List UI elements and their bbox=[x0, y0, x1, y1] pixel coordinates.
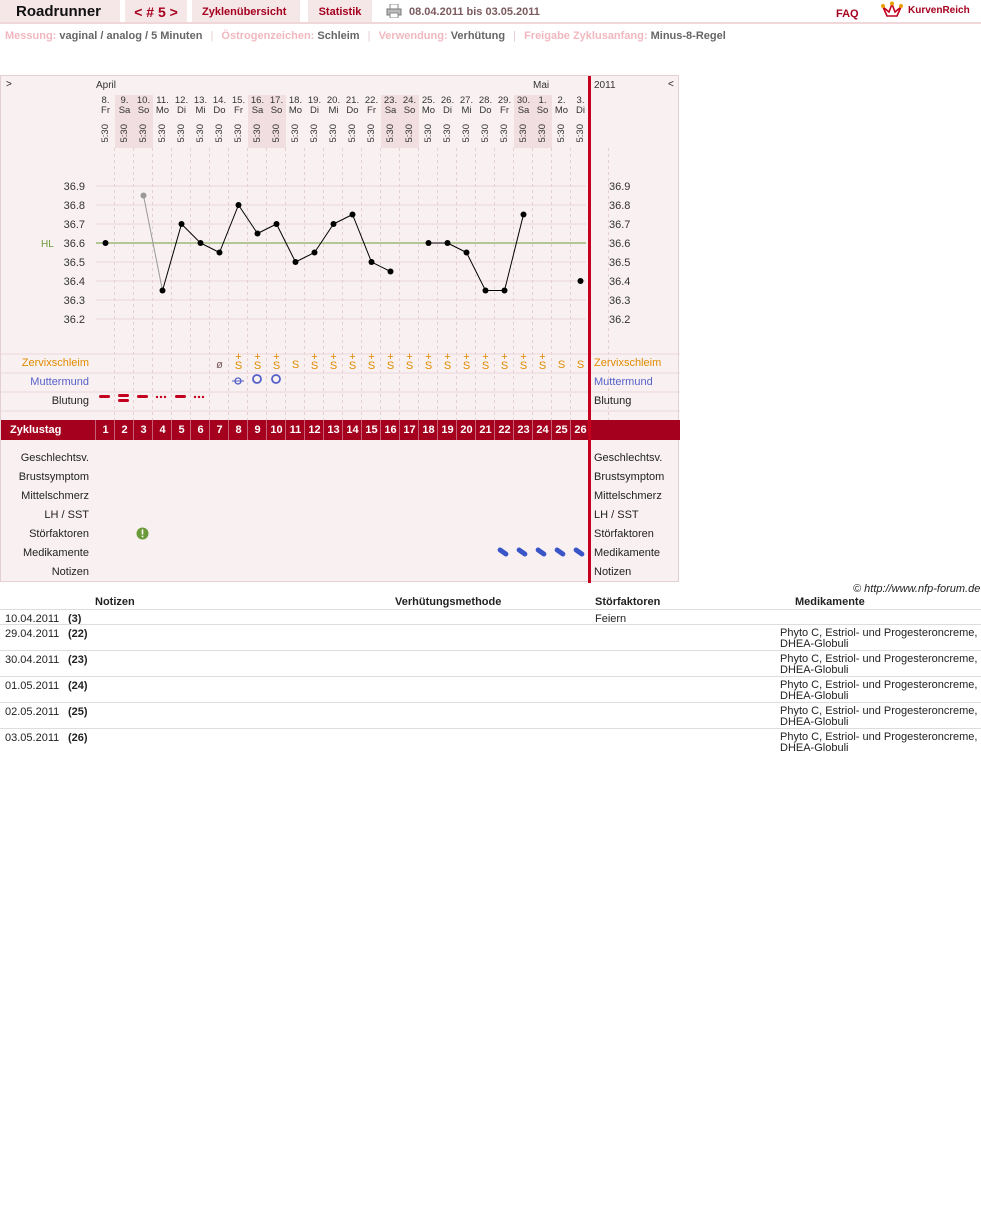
messung-label: Messung: bbox=[5, 30, 57, 42]
cycle-day-number: 11 bbox=[289, 424, 302, 436]
mittel-label-right: Mittelschmerz bbox=[594, 490, 662, 502]
row-cycle-day: (25) bbox=[68, 706, 88, 718]
cycle-day-number: 13 bbox=[327, 424, 340, 436]
oestrogen-label: Östrogenzeichen: bbox=[221, 30, 315, 42]
y-tick-label: 36.3 bbox=[63, 295, 85, 307]
zervix-mark: S bbox=[557, 359, 566, 371]
nav-next-button[interactable]: < bbox=[668, 79, 674, 90]
print-icon[interactable] bbox=[386, 4, 402, 18]
day-header[interactable]: 11. Mo 5:30 bbox=[155, 95, 170, 143]
day-header[interactable]: 27. Mi 5:30 bbox=[459, 95, 474, 143]
cycle-day-number: 18 bbox=[422, 424, 435, 436]
day-header[interactable]: 25. Mo 5:30 bbox=[421, 95, 436, 143]
y-tick-label: 36.6 bbox=[63, 238, 85, 250]
table-row bbox=[0, 676, 981, 702]
day-header[interactable]: 1. So 5:30 bbox=[536, 95, 549, 143]
temp-point bbox=[293, 259, 299, 265]
row-medi: Phyto C, Estriol- und Progesteroncreme, DHEA-Globuli bbox=[780, 705, 978, 728]
blutung-marks bbox=[1, 390, 680, 404]
y-tick-label: 36.4 bbox=[63, 276, 85, 288]
temp-point bbox=[312, 250, 318, 256]
row-medi: Phyto C, Estriol- und Progesteroncreme, DHEA-Globuli bbox=[780, 653, 978, 676]
row-medi: Phyto C, Estriol- und Progesteroncreme, DHEA-Globuli bbox=[780, 731, 978, 754]
y-tick-label-right: 36.9 bbox=[609, 181, 631, 193]
temp-point bbox=[445, 240, 451, 246]
cycle-day-number: 22 bbox=[498, 424, 511, 436]
cycle-day-number: 15 bbox=[365, 424, 378, 436]
temp-segment bbox=[296, 253, 315, 263]
zervix-mark: + S bbox=[253, 351, 262, 372]
zervix-mark: + S bbox=[481, 351, 490, 372]
zervix-mark: ø bbox=[216, 359, 223, 371]
day-header[interactable]: 8. Fr 5:30 bbox=[100, 95, 111, 143]
muttermund-marks bbox=[1, 373, 680, 387]
month-mai: Mai bbox=[533, 80, 550, 91]
cycle-day-number: 8 bbox=[235, 424, 242, 436]
cycle-day-number: 2 bbox=[121, 424, 128, 436]
temp-point bbox=[483, 288, 489, 294]
day-header[interactable]: 13. Mi 5:30 bbox=[193, 95, 208, 143]
zervix-mark: S bbox=[291, 359, 300, 371]
temp-point bbox=[236, 202, 242, 208]
crown-logo-icon[interactable] bbox=[880, 1, 904, 21]
temp-point bbox=[578, 278, 584, 284]
day-header[interactable]: 22. Fr 5:30 bbox=[364, 95, 379, 143]
cycle-day-number: 16 bbox=[384, 424, 397, 436]
zervix-mark: + S bbox=[443, 351, 452, 372]
cycle-day-number: 24 bbox=[536, 424, 549, 436]
lh-label: LH / SST bbox=[44, 509, 89, 521]
logo-text[interactable]: KurvenReich bbox=[908, 5, 970, 16]
brust-label: Brustsymptom bbox=[18, 471, 89, 483]
cycle-day-number: 9 bbox=[254, 424, 261, 436]
blutung-label-right: Blutung bbox=[594, 395, 632, 407]
temp-point bbox=[255, 231, 261, 237]
cycle-day-number: 5 bbox=[178, 424, 185, 436]
row-cycle-day: (23) bbox=[68, 654, 88, 666]
table-row bbox=[0, 728, 981, 754]
medi-label: Medikamente bbox=[22, 547, 89, 559]
faq-link[interactable]: FAQ bbox=[836, 8, 859, 20]
cycle-day-number: 26 bbox=[574, 424, 587, 436]
col-stoer: Störfaktoren bbox=[595, 596, 661, 608]
zervix-mark: + S bbox=[329, 351, 338, 372]
table-row bbox=[0, 624, 981, 650]
y-tick-label-right: 36.3 bbox=[609, 295, 631, 307]
day-header[interactable]: 20. Mi 5:30 bbox=[326, 95, 341, 143]
row-cycle-day: (22) bbox=[68, 628, 88, 640]
day-header[interactable]: 17. So 5:30 bbox=[269, 95, 284, 143]
zervix-mark: + S bbox=[348, 351, 357, 372]
cycle-day-number: 6 bbox=[197, 424, 204, 436]
cycle-day-row bbox=[1, 420, 680, 440]
temp-point bbox=[217, 250, 223, 256]
y-tick-label-right: 36.4 bbox=[609, 276, 631, 288]
cycle-day-number: 19 bbox=[441, 424, 454, 436]
verwendung-label: Verwendung: bbox=[378, 30, 448, 42]
temp-point bbox=[350, 212, 356, 218]
zervix-mark: + S bbox=[272, 351, 281, 372]
table-row bbox=[0, 650, 981, 676]
cycle-day-number: 12 bbox=[308, 424, 321, 436]
mittel-label: Mittelschmerz bbox=[21, 490, 89, 502]
row-medi: Phyto C, Estriol- und Progesteroncreme, DHEA-Globuli bbox=[780, 679, 978, 702]
y-tick-label: 36.8 bbox=[63, 200, 85, 212]
zervix-label-right: Zervixschleim bbox=[594, 357, 662, 369]
y-tick-label: 36.7 bbox=[63, 219, 85, 231]
col-notizen: Notizen bbox=[95, 596, 135, 608]
table-row bbox=[0, 609, 981, 624]
cycle-day-number: 21 bbox=[479, 424, 492, 436]
table-row bbox=[0, 702, 981, 728]
cycle-day-number: 17 bbox=[403, 424, 416, 436]
day-header[interactable]: 23. Sa 5:30 bbox=[383, 95, 398, 143]
geschlechtsv-label: Geschlechtsv. bbox=[20, 452, 89, 464]
y-tick-label-right: 36.2 bbox=[609, 314, 631, 326]
row-cycle-day: (26) bbox=[68, 732, 88, 744]
temp-point bbox=[369, 259, 375, 265]
cycle-day-number: 25 bbox=[555, 424, 568, 436]
y-tick-label: 36.2 bbox=[63, 314, 85, 326]
nav-prev-button[interactable]: > bbox=[6, 79, 12, 90]
day-header[interactable]: 2. Mo 5:30 bbox=[554, 95, 569, 143]
day-header[interactable]: 28. Do 5:30 bbox=[478, 95, 493, 143]
zervix-mark: + S bbox=[386, 351, 395, 372]
temp-point bbox=[426, 240, 432, 246]
cycle-day-number: 3 bbox=[140, 424, 147, 436]
statistics-tab[interactable]: Statistik bbox=[308, 0, 372, 22]
day-header[interactable]: 21. Do 5:30 bbox=[345, 95, 360, 143]
cycle-day-number: 4 bbox=[159, 424, 166, 436]
notizen-label: Notizen bbox=[51, 566, 89, 578]
row-stoer: Feiern bbox=[595, 613, 627, 625]
day-header[interactable]: 24. So 5:30 bbox=[402, 95, 417, 143]
row-date: 10.04.2011 bbox=[5, 613, 60, 625]
top-bar bbox=[0, 0, 981, 24]
y-tick-label-right: 36.8 bbox=[609, 200, 631, 212]
cycle-overview-tab[interactable]: Zyklenübersicht bbox=[192, 0, 300, 22]
muttermund-label-right: Muttermund bbox=[594, 376, 653, 388]
hl-label: HL bbox=[41, 239, 54, 250]
temperature-chart bbox=[0, 75, 679, 582]
day-header[interactable]: 9. Sa 5:30 bbox=[118, 95, 131, 143]
col-verhuetung: Verhütungsmethode bbox=[395, 596, 502, 608]
temp-point bbox=[502, 288, 508, 294]
temp-point bbox=[179, 221, 185, 227]
temp-point bbox=[198, 240, 204, 246]
temp-point bbox=[521, 212, 527, 218]
brust-label-right: Brustsymptom bbox=[594, 471, 665, 483]
day-header[interactable]: 26. Di 5:30 bbox=[440, 95, 455, 143]
medi-label-right: Medikamente bbox=[594, 547, 661, 559]
notizen-label-right: Notizen bbox=[594, 566, 632, 578]
zervix-mark: + S bbox=[538, 351, 547, 372]
day-header[interactable]: 10. So 5:30 bbox=[136, 95, 151, 143]
temp-point bbox=[388, 269, 394, 275]
cycle-day-number: 10 bbox=[270, 424, 283, 436]
freigabe-value: Minus-8-Regel bbox=[650, 30, 726, 42]
col-medi: Medikamente bbox=[795, 596, 865, 608]
geschlechtsv-label-right: Geschlechtsv. bbox=[594, 452, 663, 464]
stoer-label: Störfaktoren bbox=[29, 528, 89, 540]
day-header[interactable]: 14. Do 5:30 bbox=[212, 95, 227, 143]
day-header[interactable]: 15. Fr 5:30 bbox=[231, 95, 246, 143]
cycle-settings: Messung: vaginal / analog / 5 Minuten | Östrogenzeichen: Schleim | Verwendung: Verhütung | Freigabe Zyklusanfang: Minus-8-Regel bbox=[5, 30, 726, 42]
row-date: 30.04.2011 bbox=[5, 654, 60, 666]
row-date: 02.05.2011 bbox=[5, 706, 60, 718]
y-tick-label: 36.5 bbox=[63, 257, 85, 269]
cycle-day-label: Zyklustag bbox=[10, 424, 62, 436]
lh-label-right: LH / SST bbox=[594, 509, 639, 521]
zervix-mark: + S bbox=[519, 351, 528, 372]
year-label: 2011 bbox=[594, 80, 616, 91]
y-tick-label-right: 36.5 bbox=[609, 257, 631, 269]
row-date: 29.04.2011 bbox=[5, 628, 60, 640]
y-tick-label-right: 36.6 bbox=[609, 238, 631, 250]
zervix-mark: + S bbox=[234, 351, 243, 372]
cycle-day-number: 7 bbox=[216, 424, 223, 436]
row-medi: Phyto C, Estriol- und Progesteroncreme, DHEA-Globuli bbox=[780, 627, 978, 650]
cycle-day-number: 1 bbox=[102, 424, 109, 436]
temp-point bbox=[274, 221, 280, 227]
month-april: April bbox=[96, 80, 117, 91]
row-date: 01.05.2011 bbox=[5, 680, 60, 692]
day-header[interactable]: 18. Mo 5:30 bbox=[288, 95, 303, 143]
messung-value: vaginal / analog / 5 Minuten bbox=[59, 30, 203, 42]
pill-icons bbox=[1, 545, 680, 559]
cycle-end-marker bbox=[588, 76, 591, 583]
zervix-mark: + S bbox=[462, 351, 471, 372]
zervix-mark: + S bbox=[405, 351, 414, 372]
verwendung-value: Verhütung bbox=[450, 30, 506, 42]
day-header[interactable]: 30. Sa 5:30 bbox=[516, 95, 531, 143]
y-tick-label: 36.9 bbox=[63, 181, 85, 193]
user-name-tab[interactable]: Roadrunner bbox=[0, 0, 120, 22]
day-header[interactable]: 19. Di 5:30 bbox=[307, 95, 322, 143]
credit-text: © http://www.nfp-forum.de bbox=[853, 583, 981, 595]
day-header[interactable]: 16. Sa 5:30 bbox=[250, 95, 265, 143]
row-date: 03.05.2011 bbox=[5, 732, 60, 744]
temp-point bbox=[103, 240, 109, 246]
temp-segment bbox=[505, 215, 524, 291]
row-cycle-day: (3) bbox=[68, 613, 82, 625]
freigabe-label: Freigabe Zyklusanfang: bbox=[524, 30, 648, 42]
zervix-mark: S bbox=[576, 359, 585, 371]
day-header[interactable]: 29. Fr 5:30 bbox=[497, 95, 512, 143]
cycle-nav-tab[interactable]: < # 5 > bbox=[125, 0, 187, 22]
muttermund-label: Muttermund bbox=[30, 376, 89, 388]
cycle-day-number: 23 bbox=[517, 424, 530, 436]
temp-point bbox=[464, 250, 470, 256]
y-tick-label-right: 36.7 bbox=[609, 219, 631, 231]
day-header[interactable]: 12. Di 5:30 bbox=[174, 95, 189, 143]
blutung-label: Blutung bbox=[51, 395, 89, 407]
temp-point bbox=[331, 221, 337, 227]
oestrogen-value: Schleim bbox=[317, 30, 360, 42]
zervix-mark: + S bbox=[424, 351, 433, 372]
row-cycle-day: (24) bbox=[68, 680, 88, 692]
alert-icon[interactable] bbox=[136, 527, 149, 540]
cycle-day-number: 14 bbox=[346, 424, 359, 436]
date-range: 08.04.2011 bis 03.05.2011 bbox=[409, 6, 540, 18]
zervix-label: Zervixschleim bbox=[21, 357, 89, 369]
zervix-mark: + S bbox=[310, 351, 319, 372]
temp-point bbox=[141, 193, 147, 199]
cycle-day-number: 20 bbox=[460, 424, 473, 436]
zervix-mark: + S bbox=[367, 351, 376, 372]
stoer-label-right: Störfaktoren bbox=[594, 528, 654, 540]
day-header[interactable]: 3. Di 5:30 bbox=[575, 95, 586, 143]
zervix-mark: + S bbox=[500, 351, 509, 372]
temp-point bbox=[160, 288, 166, 294]
